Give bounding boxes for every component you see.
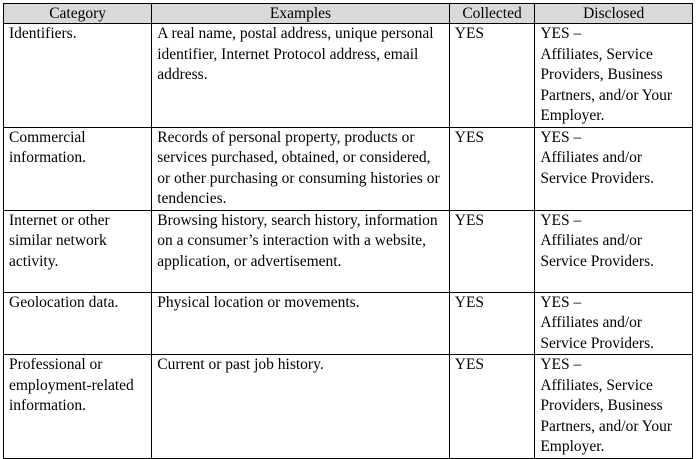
table-row [4,292,693,355]
collected-cell [449,24,535,128]
category-text: Commercial information. [9,128,87,166]
collected-cell [449,127,535,210]
collected-cell [449,355,535,459]
table-row [4,24,693,128]
header-row [4,4,693,24]
category-text: Professional or employment-related information. [9,356,134,414]
disclosed-text: YES – Affiliates and/or Service Providers. [540,128,654,187]
examples-cell [152,210,450,292]
examples-text: Records of personal property, products or services purchased, obtained, or considered, or other purchasing or consuming histories or tendencies. [157,128,440,207]
header-disclosed: Disclosed [535,4,693,24]
examples-cell [152,127,450,210]
category-cell [4,292,152,355]
collected-cell [449,292,535,355]
disclosed-text: YES – Affiliates, Service Providers, Business Partners, and/or Your Employer. [540,25,673,124]
table-row [4,355,693,459]
examples-text: Current or past job history. [157,356,324,373]
header-category: Category [4,4,152,24]
examples-cell [152,24,450,128]
examples-text: Browsing history, search history, information on a consumer’s interaction with a website, application, or advertisement. [157,211,438,270]
category-cell [4,127,152,210]
examples-text: Physical location or movements. [157,293,360,311]
collected-text: YES [454,356,485,373]
collected-text: YES [454,211,485,229]
category-text: Geolocation data. [9,293,119,311]
disclosed-cell [535,292,693,355]
collected-cell [449,210,535,292]
collected-text: YES [454,25,485,42]
examples-cell [152,355,450,459]
disclosed-text: YES – Affiliates, Service Providers, Business Partners, and/or Your Employer. [540,356,673,455]
category-cell [4,24,152,128]
category-text: Internet or other similar network activity. [9,211,110,270]
examples-text: A real name, postal address, unique personal identifier, Internet Protocol address, email address. [157,25,434,83]
table-row [4,127,693,210]
disclosed-cell [535,24,693,128]
category-text: Identifiers. [9,25,77,42]
examples-cell [152,292,450,355]
table-body [4,24,693,459]
disclosed-text: YES – Affiliates and/or Service Providers. [540,293,654,352]
disclosed-cell [535,210,693,292]
table-row [4,210,693,292]
disclosed-cell [535,355,693,459]
disclosed-text: YES – Affiliates and/or Service Providers. [540,211,654,270]
table-header [4,4,693,24]
category-cell [4,355,152,459]
collected-text: YES [454,128,485,146]
category-cell [4,210,152,292]
privacy-data-table [3,3,693,459]
disclosed-cell [535,127,693,210]
collected-text: YES [454,293,485,311]
header-collected: Collected [449,4,535,24]
header-examples: Examples [152,4,450,24]
